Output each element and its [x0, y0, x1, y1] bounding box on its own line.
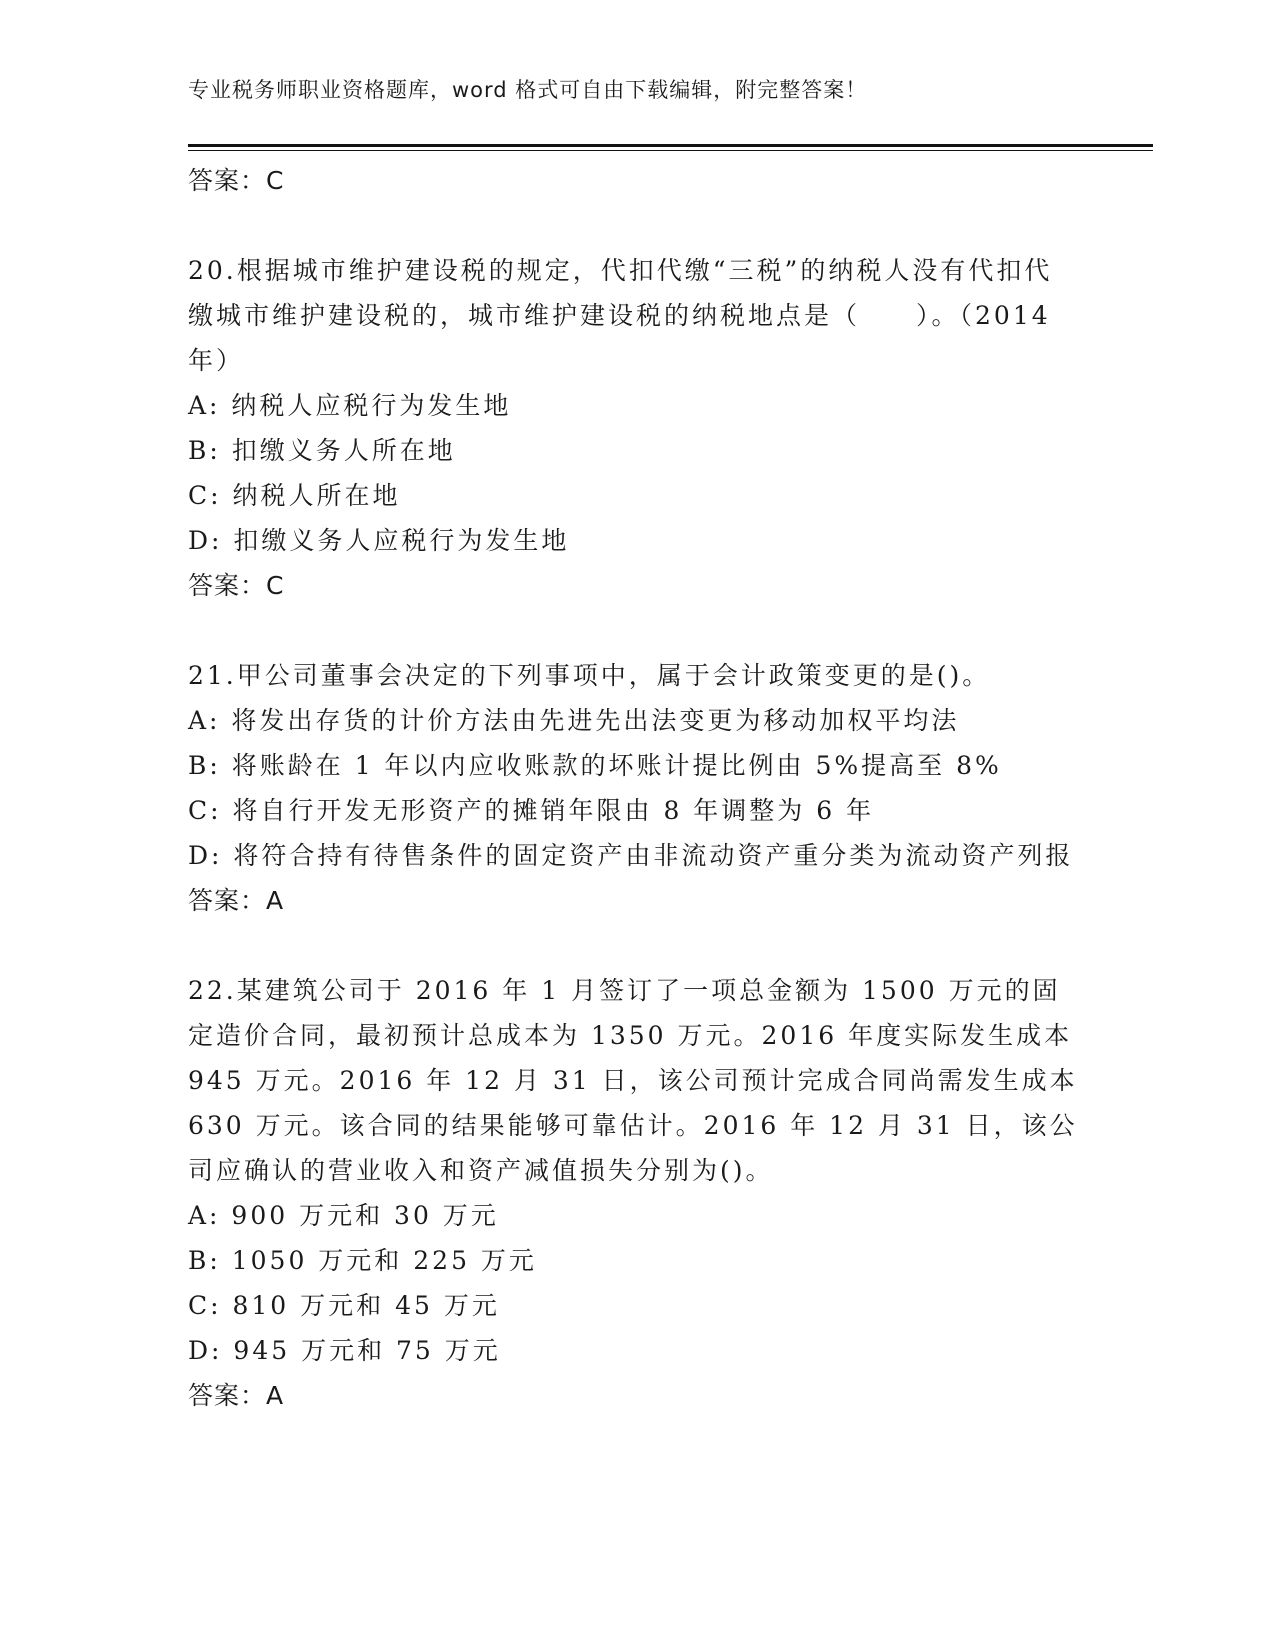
- header-rule-thin: [188, 150, 1153, 151]
- question-20: [188, 248, 1088, 609]
- option-c: C: 810 万元和 45 万元: [188, 1291, 500, 1320]
- question-21: [188, 653, 1088, 924]
- question-answer: 答案：A: [188, 1381, 285, 1410]
- question-stem: 21.甲公司董事会决定的下列事项中，属于会计政策变更的是()。: [188, 661, 991, 690]
- option-b: B: 1050 万元和 225 万元: [188, 1246, 537, 1275]
- option-a: A: 900 万元和 30 万元: [188, 1201, 499, 1230]
- option-b: B: 扣缴义务人所在地: [188, 436, 456, 465]
- header-note: 专业税务师职业资格题库，word 格式可自由下载编辑，附完整答案！: [188, 78, 868, 102]
- question-answer: 答案：C: [188, 571, 285, 600]
- spacer: [188, 609, 1088, 653]
- option-c: C: 纳税人所在地: [188, 481, 401, 510]
- question-stem: 22.某建筑公司于 2016 年 1 月签订了一项总金额为 1500 万元的固定造价合同，最初预计总成本为 1350 万元。2016 年度实际发生成本 945 万元。2016 年 12 月 31 日，该公司预计完成合同尚需发生成本 630 万元。该合同的结果能够可靠估计。2016 年 12 月 31 日，该公司应确认的营业收入和资产减值损失分别为()。: [188, 976, 1078, 1185]
- question-list: [188, 158, 1088, 1419]
- spacer: [188, 924, 1088, 968]
- option-d: D: 扣缴义务人应税行为发生地: [188, 526, 570, 555]
- option-d: D: 将符合持有待售条件的固定资产由非流动资产重分类为流动资产列报: [188, 841, 1074, 870]
- option-a: A: 纳税人应税行为发生地: [188, 391, 512, 420]
- spacer: [188, 204, 1088, 248]
- option-c: C: 将自行开发无形资产的摊销年限由 8 年调整为 6 年: [188, 796, 875, 825]
- option-d: D: 945 万元和 75 万元: [188, 1336, 501, 1365]
- question-22: [188, 968, 1088, 1419]
- option-a: A: 将发出存货的计价方法由先进先出法变更为移动加权平均法: [188, 706, 960, 735]
- question-answer: 答案：A: [188, 886, 285, 915]
- header-rule-thick: [188, 144, 1153, 147]
- option-b: B: 将账龄在 1 年以内应收账款的坏账计提比例由 5%提高至 8%: [188, 751, 1002, 780]
- previous-answer: 答案：C: [188, 166, 285, 195]
- question-stem: 20.根据城市维护建设税的规定，代扣代缴“三税”的纳税人没有代扣代缴城市维护建设税的，城市维护建设税的纳税地点是（ ）。（2014 年）: [188, 256, 1053, 375]
